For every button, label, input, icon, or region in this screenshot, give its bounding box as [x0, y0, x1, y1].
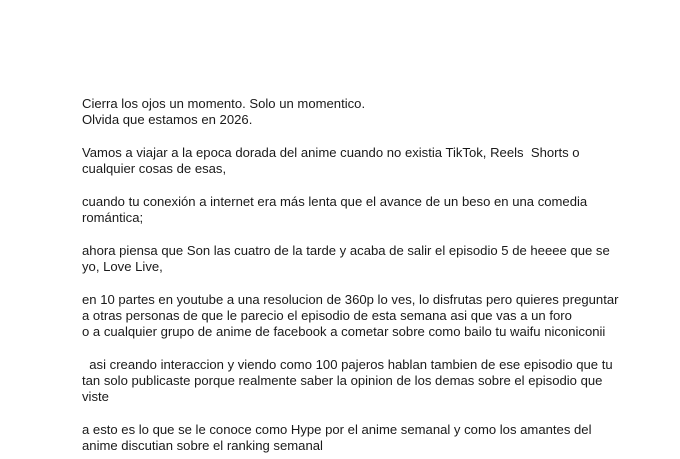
text-line: a esto es lo que se le conoce como Hype por el anime semanal y como los amantes del: [82, 421, 592, 437]
text-line: o a cualquier grupo de anime de facebook a cometar sobre como bailo tu waifu niconiconii: [82, 324, 606, 340]
paragraph: [82, 243, 612, 276]
paragraph: [82, 96, 612, 129]
document-body[interactable]: [82, 96, 619, 459]
text-line: en 10 partes en youtube a una resolucion de 360p lo ves, lo disfrutas pero quieres preguntar: [82, 291, 619, 307]
text-line: asi creando interaccion y viendo como 100 pajeros hablan tambien de ese episodio que tu: [82, 356, 613, 372]
paragraph: [82, 422, 612, 455]
text-line: cuando tu conexión a internet era más lenta que el avance de un beso en una comedia: [82, 193, 588, 209]
paragraph: [82, 291, 619, 341]
text-line: a otras personas de que le parecio el episodio de esta semana asi que vas a un foro: [82, 307, 572, 323]
text-line: Cierra los ojos un momento. Solo un momentico.: [82, 96, 366, 111]
paragraph: [82, 357, 612, 406]
text-line: cualquier cosas de esas,: [82, 161, 227, 177]
paragraph: [82, 145, 612, 178]
text-line: romántica;: [82, 210, 144, 226]
text-line: anime discutian sobre el ranking semanal: [82, 438, 323, 454]
text-line: viste: [82, 389, 109, 405]
text-line: tan solo publicaste porque realmente saber la opinion de los demas sobre el episodio que: [82, 373, 603, 389]
text-line: ahora piensa que Son las cuatro de la tarde y acaba de salir el episodio 5 de heeee que se: [82, 242, 610, 258]
text-line: Olvida que estamos en 2026.: [82, 112, 253, 128]
paragraph: [82, 194, 612, 227]
text-line: yo, Love Live,: [82, 258, 163, 274]
text-line: Vamos a viajar a la epoca dorada del anime cuando no existia TikTok, Reels Shorts o: [82, 144, 580, 160]
